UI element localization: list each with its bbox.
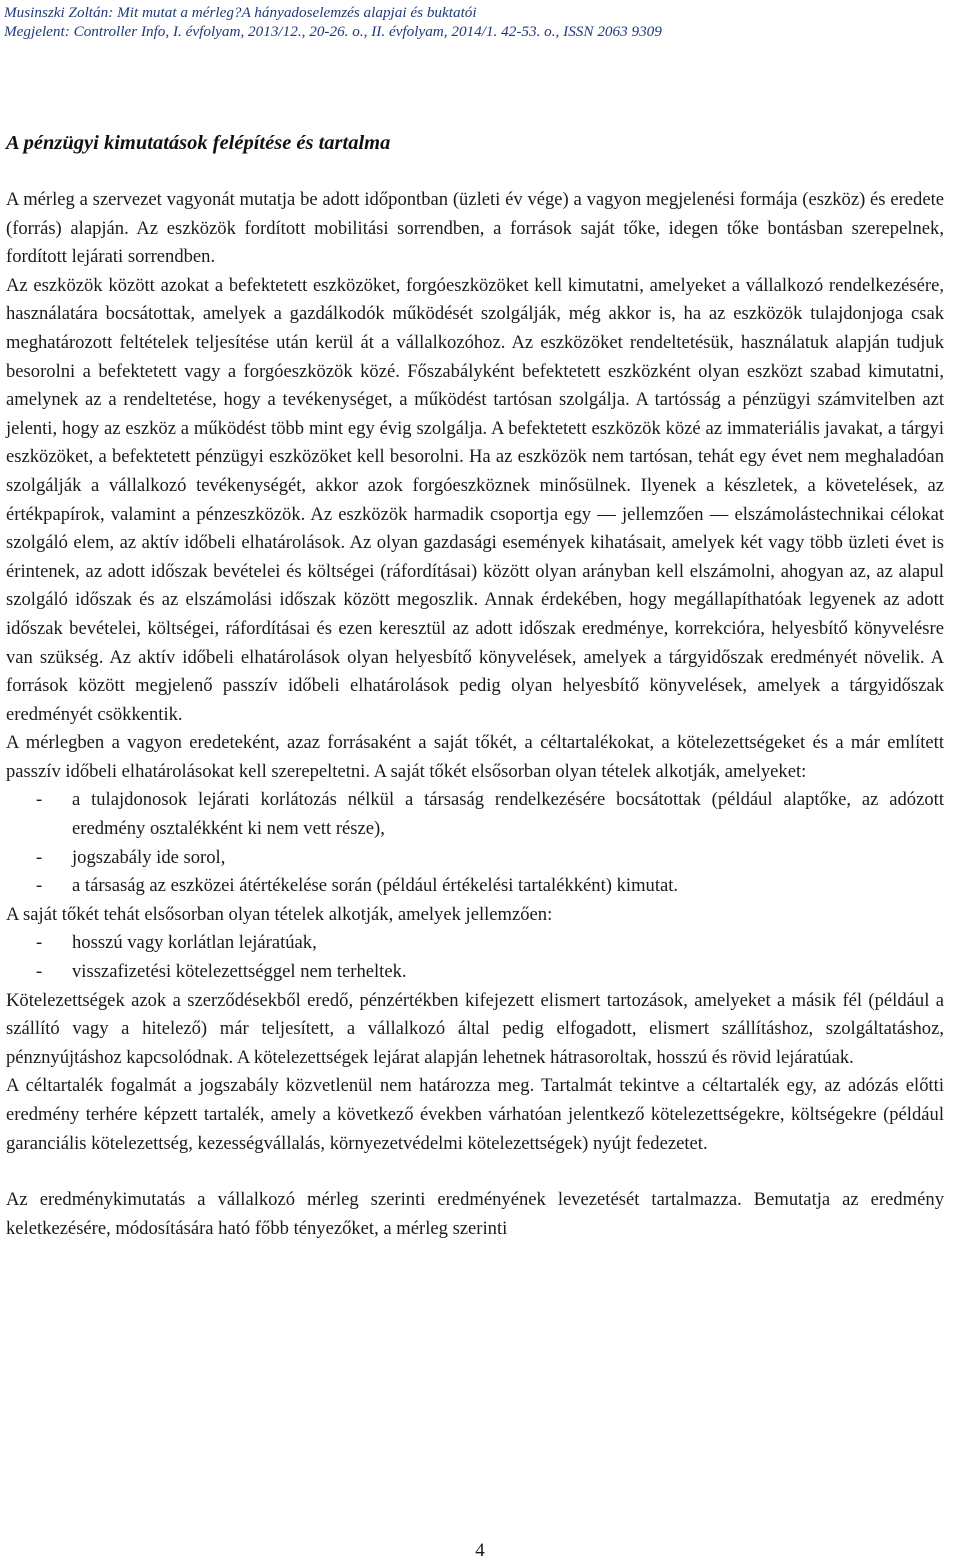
list-item: [6, 958, 944, 987]
page-number: 4: [475, 1540, 485, 1561]
paragraph-provisions: A céltartalék fogalmát a jogszabály közvetlenül nem határozza meg. Tartalmát tekintve a céltartalék egy, az adózás előtti eredmény terhére képzett tartalék, amely a következő években várhatóan jelentkező kötelezettségekre, költségekre (például garanciális kötelezettség, kezességvállalás, környezetvédelmi kötelezettségek) nyújt fedezetet.: [6, 1075, 944, 1154]
page-header: [4, 3, 956, 41]
paragraph-liabilities-intro: A mérlegben a vagyon eredeteként, azaz forrásaként a saját tőkét, a céltartalékokat, a kötelezettségeket és a már említett passzív időbeli elhatárolásokat kell szerepeltetni. A saját tőkét elsősorban olyan tételek alkotják, amelyeket:: [6, 732, 944, 782]
list-item-text: visszafizetési kötelezettséggel nem terheltek.: [72, 961, 407, 983]
list-dash: -: [36, 961, 43, 983]
paragraph-assets: Az eszközök között azokat a befektetett eszközöket, forgóeszközöket kell kimutatni, amelyeket a vállalkozó rendelkezésére, használatára bocsátottak, amelyek a gazdálkodók működését szolgálják, még akkor is, ha az eszközök tulajdonjoga csak meghatározott feltételek teljesítése után kerül át a vállalkozóhoz. Az eszközöket rendeltetésük, használatuk alapján tudjuk besorolni a befektetett vagy a forgóeszközök közé. Főszabályként befektetett eszközként olyan eszközt szabad kimutatni, amelynek az a rendeltetése, hogy a tevékenységet, a működést tartósan szolgálja. A tartósság a pénzügyi számvitelben azt jelenti, hogy az eszköz a működést több mint egy évig szolgálja. A befektetett eszközök közé az immateriális javakat, a tárgyi eszközöket, a befektetett pénzügyi eszközöket kell besorolni. Ha az eszközök nem tartósan, tehát egy évet nem meghaladóan szolgálják a vállalkozó tevékenységét, akkor azok forgóeszköznek minősülnek. Ilyenek a készletek, a követelések, az értékpapírok, valamint a pénzeszközök. Az eszközök harmadik csoportja egy — jellemzően — elszámolástechnikai célokat szolgáló elem, az aktív időbeli elhatárolások. Az olyan gazdasági események kihatásait, amelyek két vagy több üzleti évet is érintenek, az adott időszak bevételei és költségei (ráfordításai) között olyan arányban kell elszámolni, ahogyan az, az alapul szolgáló időszak és az elszámolási időszak között megoszlik. Annak érdekében, hogy megállapíthatóak legyenek az adott időszak bevételei, költségei, ráfordításai és ezen keresztül az adott időszak eredménye, korrekcióra, helyesbítő könyvelésre van szükség. Az aktív időbeli elhatárolások olyan helyesbítő könyvelések, amelyek a tárgyidőszak eredményét növelik. A források között megjelenő passzív időbeli elhatárolások pedig olyan helyesbítő könyvelések, amelyek a tárgyidőszak eredményét csökkentik.: [6, 274, 944, 725]
list-item-text: jogszabály ide sorol,: [72, 846, 226, 868]
equity-items-list: [6, 786, 944, 900]
list-item: [6, 786, 944, 843]
list-item: [6, 872, 944, 901]
list-dash: -: [36, 789, 43, 811]
list-dash: -: [36, 846, 43, 868]
list-dash: -: [36, 932, 43, 954]
paragraph-equity-characteristics: A saját tőkét tehát elsősorban olyan tételek alkotják, amelyek jellemzően:: [6, 903, 553, 925]
document-body: [6, 186, 944, 1243]
list-dash: -: [36, 875, 43, 897]
list-item-text: a társaság az eszközei átértékelése során (például értékelési tartalékként) kimutat.: [72, 875, 679, 897]
paragraph-obligations: Kötelezettségek azok a szerződésekből eredő, pénzértékben kifejezett elismert tartozások, amelyeket a másik fél (például a szállító vagy a hitelező) már teljesített, a vállalkozó által pedig elfogadott, elismert szállításhoz, szolgáltatáshoz, pénznyújtáshoz kapcsolódnak. A kötelezettségek lejárat alapján lehetnek hátrasoroltak, hosszú és rövid lejáratúak.: [6, 989, 944, 1068]
equity-characteristics-list: [6, 929, 944, 986]
list-item: [6, 844, 944, 873]
header-author-title: Musinszki Zoltán: Mit mutat a mérleg?A hányadoselemzés alapjai és buktatói: [4, 4, 477, 21]
paragraph-income-statement: Az eredménykimutatás a vállalkozó mérleg szerinti eredményének levezetését tartalmazza. Bemutatja az eredmény keletkezésére, módosítására ható főbb tényezőket, a mérleg szerinti: [6, 1189, 944, 1239]
header-publication-info: Megjelent: Controller Info, I. évfolyam, 2013/12., 20-26. o., II. évfolyam, 2014/1. 42-53. o., ISSN 2063 9309: [4, 23, 662, 40]
paragraph-balance-sheet-intro: A mérleg a szervezet vagyonát mutatja be adott időpontban (üzleti év vége) a vagyon megjelenési formája (eszköz) és eredete (forrás) alapján. Az eszközök fordított mobilitási sorrendben, a források saját tőke, idegen tőke bontásban szerepelnek, fordított lejárati sorrendben.: [6, 189, 944, 268]
section-title: A pénzügyi kimutatások felépítése és tartalma: [6, 132, 391, 154]
list-item: [6, 929, 944, 958]
list-item-text: hosszú vagy korlátlan lejáratúak,: [72, 932, 317, 954]
list-item-text: a tulajdonosok lejárati korlátozás nélkül a társaság rendelkezésére bocsátottak (például alaptőke, az adózott eredmény osztalékként ki nem vett része),: [72, 789, 944, 840]
